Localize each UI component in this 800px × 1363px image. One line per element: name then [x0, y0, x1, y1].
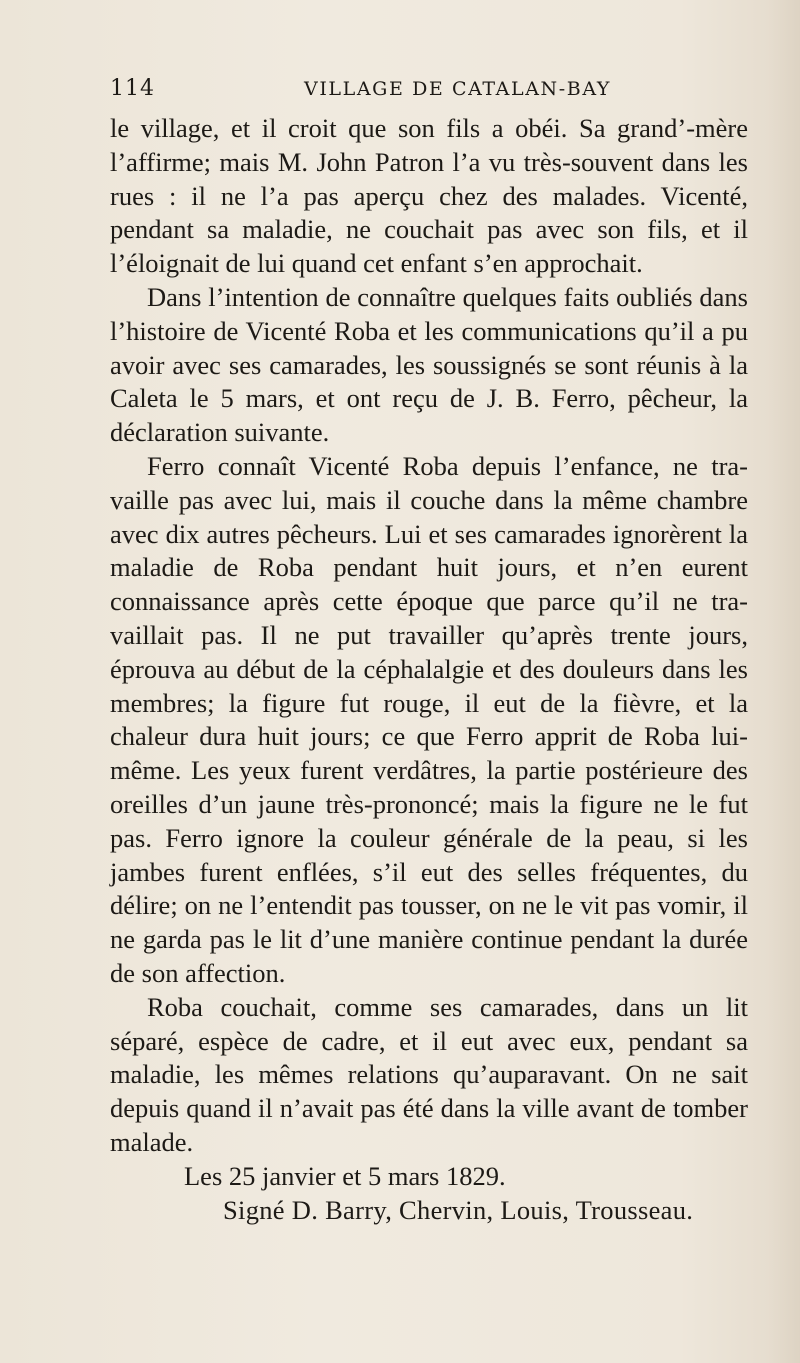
paragraph-2: Dans l’intention de connaître quelques faits oubliés dans l’histoire de Vicenté Roba et les communications qu’il a pu avoir avec ses camarades, les soussignés se sont réunis à la Caleta le 5 mars, et ont reçu de J. B. Ferro, pêcheur, la déclaration suivante. — [110, 281, 748, 448]
signature-line: Signé D. Barry, Chervin, Louis, Trousseau. — [223, 1194, 694, 1225]
running-title: VILLAGE DE CATALAN-BAY — [304, 78, 612, 100]
paragraph-3: Ferro connaît Vicenté Roba depuis l’enfance, ne travaille pas avec lui, mais il couche dans la même chambre avec dix autres pêcheurs. Lui et ses camarades ignorèrent la maladie de Roba pendant huit jours, et n’en eurent connaissance après cette époque que parce qu’il ne travaillait pas. Il ne put travailler qu’après trente jours, éprouva au début de la céphalalgie et des douleurs dans les membres; la figure fut rouge, il eut de la fièvre, et la chaleur dura huit jours; ce que Ferro apprit de Roba lui-même. Les yeux furent verdâtres, la partie postérieure des oreilles d’un jaune très-prononcé; mais la figure ne le fut pas. Ferro ignore la couleur générale de la peau, si les jambes furent enflées, s’il eut des selles fréquentes, du délire; on ne l’entendit pas tousser, on ne le vit pas vomir, il ne garda pas le lit d’une manière continue pendant la durée de son affection. — [110, 450, 748, 988]
paragraph-1: le village, et il croit que son fils a obéi. Sa grand’-mère l’affirme; mais M. John Patron l’a vu très-souvent dans les rues : il ne l’a pas aperçu chez des malades. Vicenté, pendant sa maladie, ne couchait pas avec son fils, et il l’éloignait de lui quand cet enfant s’en approchait. — [110, 113, 748, 279]
page-number: 114 — [110, 76, 155, 101]
body-text — [110, 112, 748, 1227]
running-head — [110, 76, 710, 106]
dateline: Les 25 janvier et 5 mars 1829. — [184, 1160, 506, 1191]
paragraph-4: Roba couchait, comme ses camarades, dans un lit séparé, espèce de cadre, et il eut avec eux, pendant sa maladie, les mêmes relations qu’auparavant. On ne sait depuis quand il n’avait pas été dans la ville avant de tomber malade. — [110, 991, 748, 1157]
